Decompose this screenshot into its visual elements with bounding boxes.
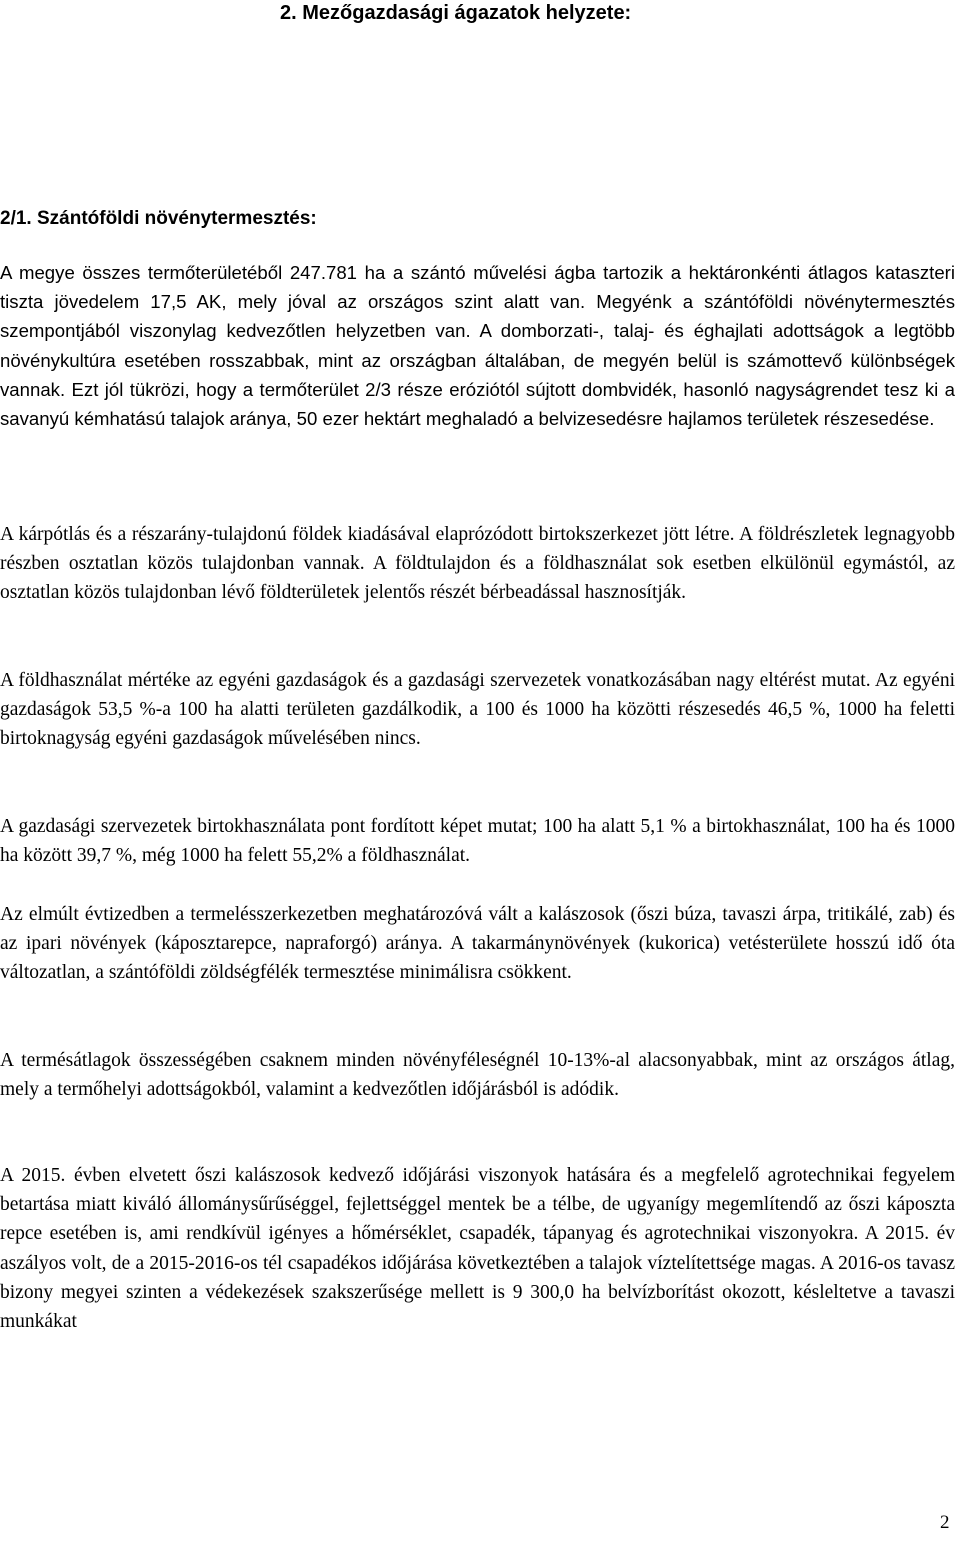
section-title: 2. Mezőgazdasági ágazatok helyzete: <box>280 2 632 24</box>
paragraph-arable-land: A megye összes termőterületéből 247.781 ha a szántó művelési ágba tartozik a hektáronkénti átlagos kataszteri tiszta jövedelem 17,5 AK, mely jóval az országos szint alatt van. Megyénk a szántóföldi növénytermesztés szempontjából viszonylag kedvezőtlen helyzetben van. A domborzati-, talaj- és éghajlati adottságok a legtöbb növénykultúra esetében rosszabbak, mint az országban általában, de megyén belül is számottevő különbségek vannak. Ezt jól tükrözi, hogy a termőterület 2/3 része eróziótól sújtott dombvidék, hasonló nagyságrendet tesz ki a savanyú kémhatású talajok aránya, 50 ezer hektárt meghaladó a belvizesedésre hajlamos területek részesedése. <box>0 262 955 430</box>
paragraph-2015-season: A 2015. évben elvetett őszi kalászosok kedvező időjárási viszonyok hatására és a megfelelő agrotechnikai fegyelem betartása miatt kiváló állománysűrűséggel, fejlettséggel mentek be a télbe, de ugyanígy megemlítendő az őszi káposzta repce esetében is, ami rendkívül igényes a hőmérséklet, csapadék, tápanyag és agrotechnikai viszonyokra. A 2015. év aszályos volt, de a 2015-2016-os tél csapadékos időjárása következtében a talajok víztelítettsége magas. A 2016-os tavasz bizony megyei szinten a védekezések szakszerűsége mellett is 9 300,0 ha belvízborítást okozott, késleltetve a tavaszi munkákat <box>0 1165 955 1333</box>
paragraph-production-structure: Az elmúlt évtizedben a termelésszerkezetben meghatározóvá vált a kalászosok (őszi búza, tavaszi árpa, tritikálé, zab) és az ipari növények (káposztarepce, napraforgó) aránya. A takarmánynövények (kukorica) vetésterülete hosszú idő óta változatlan, a szántóföldi zöldségfélék termesztése minimálisra csökkent. <box>0 904 955 984</box>
subsection-title: 2/1. Szántóföldi növénytermesztés: <box>0 208 317 229</box>
paragraph-land-ownership: A kárpótlás és a részarány-tulajdonú földek kiadásával elaprózódott birtokszerkezet jött létre. A földrészletek legnagyobb részben osztatlan közös tulajdonban vannak. A földtulajdon és a földhasználat sok esetben elkülönül egymástól, az osztatlan közös tulajdonban lévő földterületek jelentős részét bérbeadással hasznosítják. <box>0 524 955 604</box>
page-number: 2 <box>940 1512 950 1533</box>
paragraph-land-use-organizations: A gazdasági szervezetek birtokhasználata pont fordított képet mutat; 100 ha alatt 5,1 % a birtokhasználat, 100 ha és 1000 ha között 39,7 %, még 1000 ha felett 55,2% a földhasználat. <box>0 816 955 867</box>
paragraph-land-use-individual: A földhasználat mértéke az egyéni gazdaságok és a gazdasági szervezetek vonatkozásában nagy eltérést mutat. Az egyéni gazdaságok 53,5 %-a 100 ha alatti területen gazdálkodik, a 100 és 1000 ha közötti részesedés 46,5 %, 1000 ha feletti birtoknagyság egyéni gazdaságok művelésében nincs. <box>0 670 955 750</box>
paragraph-yield-averages: A termésátlagok összességében csaknem minden növényféleségnél 10-13%-al alacsonyabbak, mint az országos átlag, mely a termőhelyi adottságokból, valamint a kedvezőtlen időjárásból is adódik. <box>0 1050 955 1101</box>
